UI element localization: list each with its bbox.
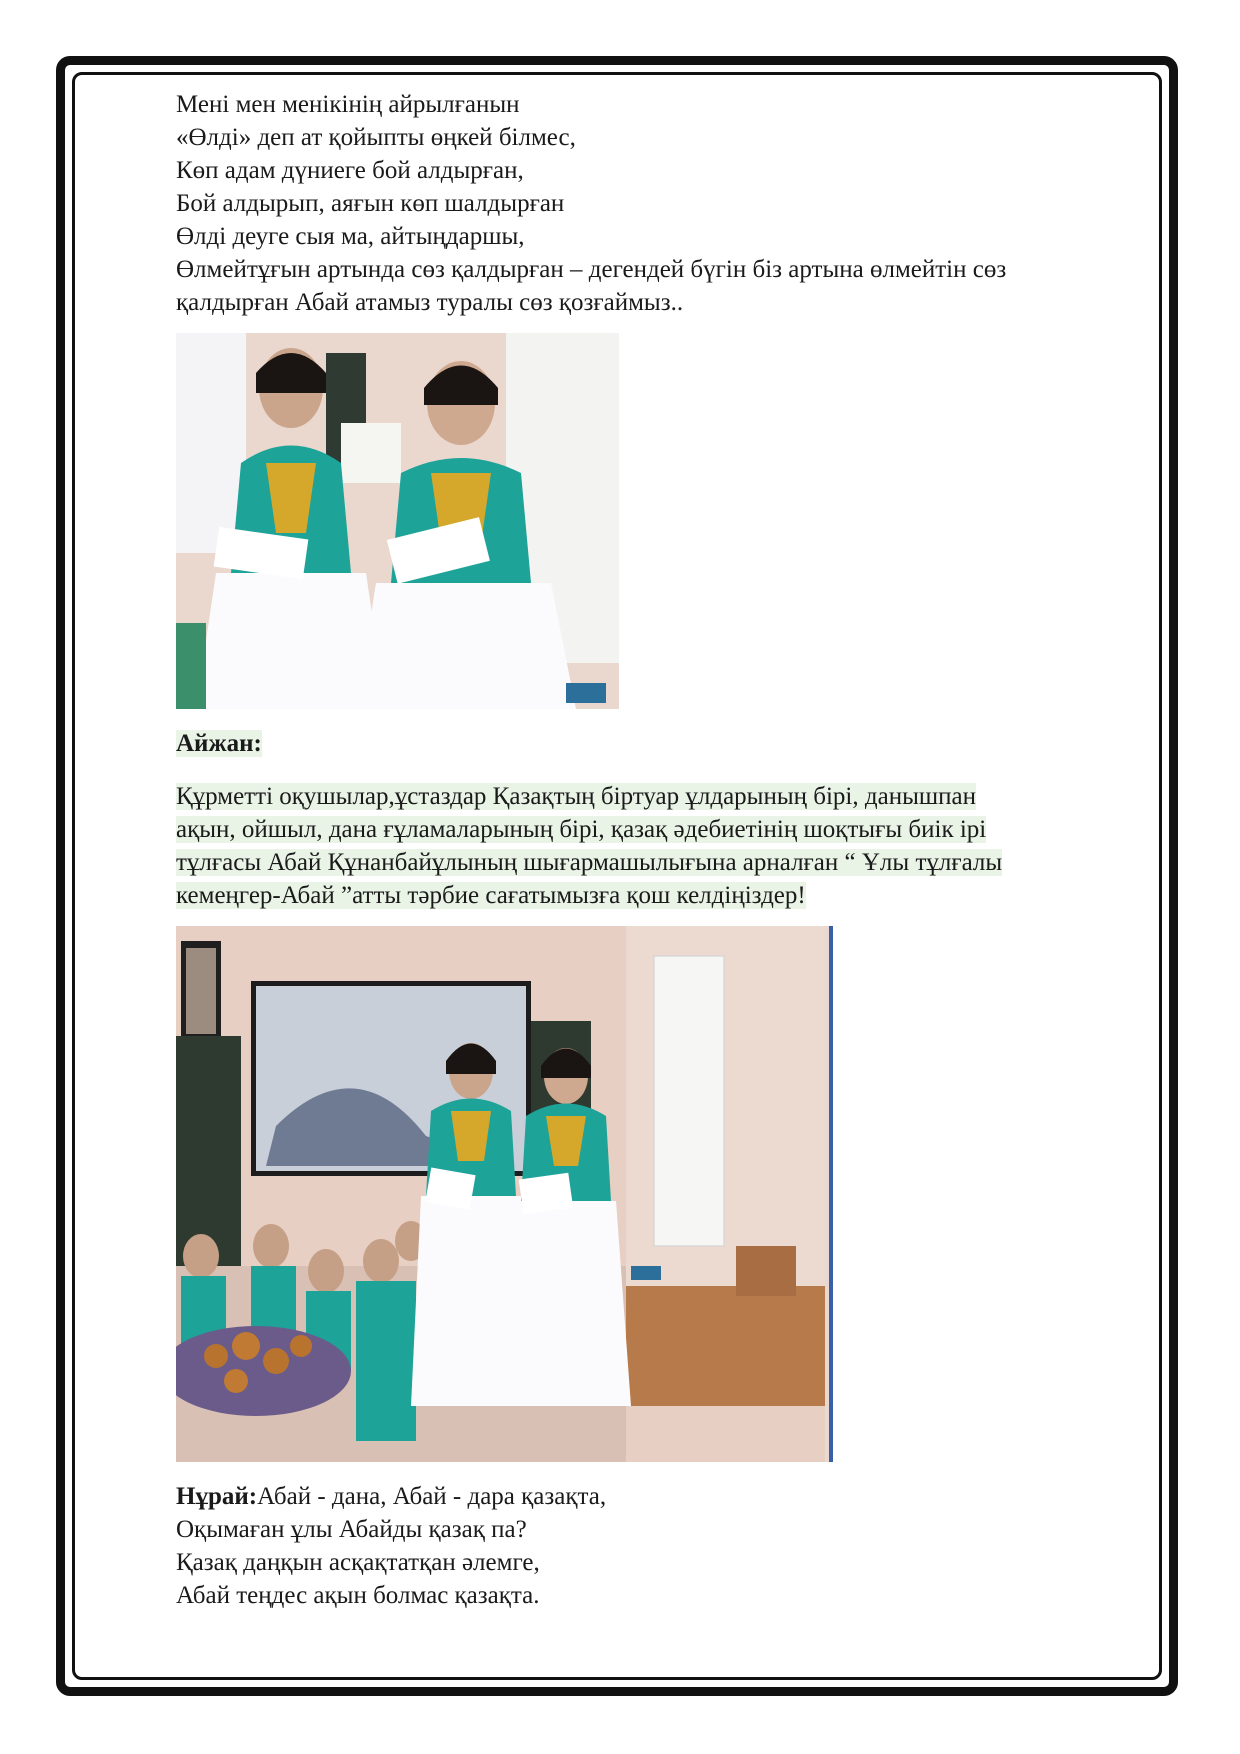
speaker-nurai-poem bbox=[176, 1480, 1156, 1612]
paragraph-line: ақын, ойшыл, дана ғұламаларының бірі, қазақ әдебиетінің шоқтығы биік ірі bbox=[176, 816, 987, 843]
speaker-aizhan-paragraph bbox=[176, 780, 1156, 912]
speaker-heading-aizhan bbox=[176, 727, 1156, 760]
poem-line: «Өлді» деп ат қойыпты өңкей білмес, bbox=[176, 124, 576, 151]
page-content bbox=[176, 88, 1156, 1612]
poem-line: Бой алдырып, аяғын көп шалдырған bbox=[176, 190, 565, 217]
paragraph-line: кемеңгер-Абай ”атты тәрбие сағатымызға қош келдіңіздер! bbox=[176, 882, 806, 909]
poem-intro bbox=[176, 88, 1156, 319]
speaker-name: Нұрай: bbox=[176, 1483, 258, 1510]
poem-line: Өлді деуге сыя ма, айтыңдаршы, bbox=[176, 223, 525, 250]
paragraph-line: тұлғасы Абай Құнанбайұлының шығармашылығына арналған “ Ұлы тұлғалы bbox=[176, 849, 1003, 876]
poem-line: Абай - дана, Абай - дара қазақта, bbox=[257, 1483, 607, 1510]
paragraph-line: Құрметті оқушылар,ұстаздар Қазақтың біртуар ұлдарының бірі, данышпан bbox=[176, 783, 976, 810]
poem-line: Өлмейтұғын артында сөз қалдырған – дегендей бүгін біз артына өлмейтін сөз bbox=[176, 256, 1007, 283]
poem-line: Оқымаған ұлы Абайды қазақ па? bbox=[176, 1516, 527, 1543]
photo-classroom-event bbox=[176, 926, 833, 1462]
poem-line: Абай теңдес ақын болмас қазақта. bbox=[176, 1582, 540, 1609]
poem-line: Қазақ даңқын асқақтатқан әлемге, bbox=[176, 1549, 540, 1576]
speaker-name: Айжан: bbox=[176, 730, 262, 757]
poem-line: Көп адам дүниеге бой алдырған, bbox=[176, 157, 524, 184]
photo-two-girls-reading bbox=[176, 333, 619, 709]
poem-line: қалдырған Абай атамыз туралы сөз қозғаймыз.. bbox=[176, 289, 684, 316]
poem-line: Мені мен менікінің айрылғанын bbox=[176, 91, 520, 118]
